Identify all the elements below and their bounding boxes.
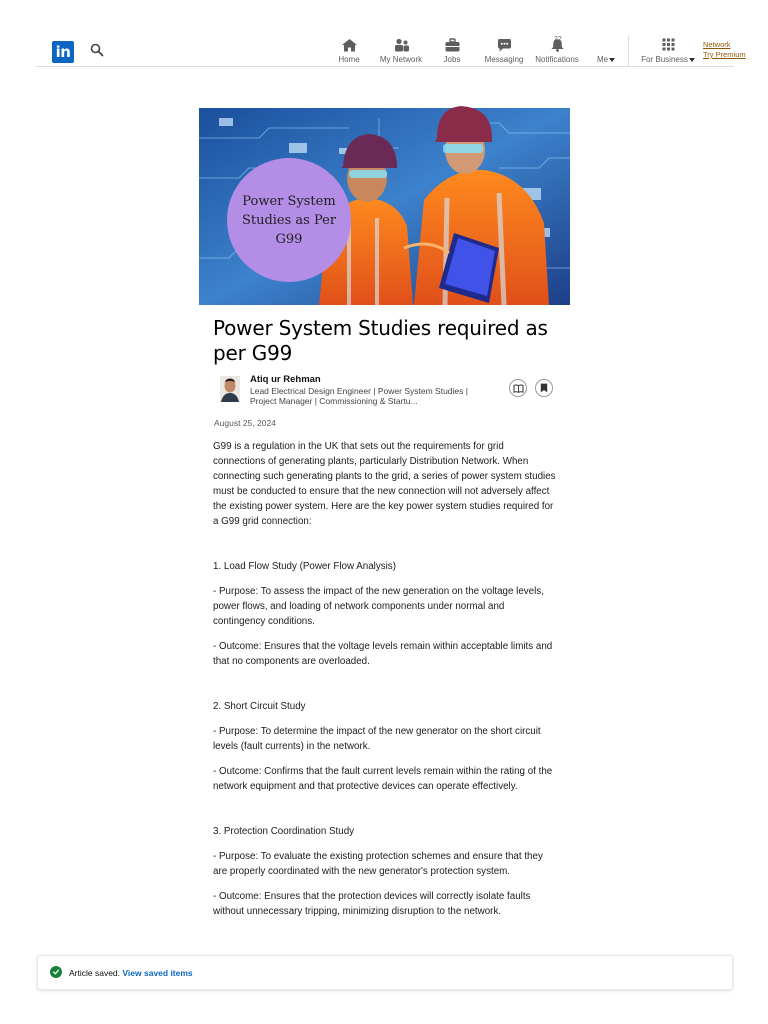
- section-gap: [213, 679, 557, 699]
- nav-home[interactable]: [334, 38, 364, 66]
- chat-icon: [496, 38, 513, 52]
- nav-messaging[interactable]: [482, 38, 526, 66]
- people-icon: [393, 38, 410, 52]
- search-icon[interactable]: [90, 43, 104, 57]
- premium-line-try[interactable]: Try Premium: [703, 50, 746, 59]
- book-icon: [513, 384, 524, 393]
- home-icon: [341, 38, 358, 52]
- toast-text: [69, 968, 193, 978]
- article-body: [213, 439, 557, 929]
- nav-notifications[interactable]: [532, 38, 582, 66]
- section-outcome: - Outcome: Confirms that the fault current levels remain within the rating of the network equipment and that protective devices can operate effectively.: [213, 766, 553, 792]
- author-headline: Lead Electrical Design Engineer | Power System Studies | Project Manager | Commissioning & Startu...: [250, 386, 468, 406]
- nav-jobs[interactable]: [438, 38, 466, 66]
- section-outcome: - Outcome: Ensures that the voltage levels remain within acceptable limits and that no components are overloaded.: [213, 641, 553, 667]
- nav-me[interactable]: [593, 38, 619, 66]
- author-name[interactable]: Atiq ur Rehman: [250, 374, 321, 385]
- nav-label-me: Me: [596, 55, 609, 64]
- nav-for-business[interactable]: [640, 38, 696, 66]
- cover-title-text: Power System Studies as Per G99: [241, 193, 337, 247]
- article-cover-image: [199, 108, 570, 305]
- nav-for-business-wrapper: [641, 55, 695, 64]
- me-avatar-placeholder: [598, 38, 615, 52]
- section-gap: [213, 539, 557, 559]
- linkedin-logo[interactable]: in: [52, 41, 74, 63]
- section-outcome: - Outcome: Ensures that the protection devices will correctly isolate faults without unnecessary tripping, minimizing disruption to the network.: [213, 891, 531, 917]
- author-block: [220, 374, 560, 410]
- nav-my-network[interactable]: [376, 38, 426, 66]
- intro-paragraph: G99 is a regulation in the UK that sets out the requirements for grid connections of generating plants, particularly Distribution Network. When connecting such generating plants to the grid, a series of power system studies must be conducted to ensure that the new connection will not adversely affect the existing power system. Here are the key power system studies required for a G99 grid connection:: [213, 441, 556, 527]
- section-heading: 3. Protection Coordination Study: [213, 826, 355, 837]
- save-article-button[interactable]: [535, 379, 553, 397]
- article-title: Power System Studies required as per G99: [213, 316, 548, 365]
- caret-down-icon: [609, 58, 615, 62]
- nav-label-messaging: Messaging: [484, 55, 524, 64]
- briefcase-icon: [444, 38, 461, 52]
- nav-label-for-business: For Business: [641, 55, 688, 64]
- section-heading: 2. Short Circuit Study: [213, 701, 306, 712]
- cover-title-circle: [227, 158, 351, 282]
- nav-label-my-network: My Network: [379, 55, 423, 64]
- premium-upsell[interactable]: [703, 40, 746, 60]
- avatar-photo: [220, 376, 240, 402]
- section-purpose: - Purpose: To determine the impact of the new generator on the short circuit levels (fault currents) in the network.: [213, 726, 541, 752]
- section-purpose: - Purpose: To evaluate the existing protection schemes and ensure that they are properly coordinated with the new generator's protection system.: [213, 851, 543, 877]
- author-avatar[interactable]: [220, 376, 240, 402]
- nav-me-wrapper: [597, 55, 615, 64]
- nav-divider: [628, 36, 629, 67]
- toast-message: Article saved.: [69, 968, 121, 978]
- grid-icon: [660, 38, 677, 52]
- reading-mode-button[interactable]: [509, 379, 527, 397]
- premium-line-network[interactable]: Network: [703, 40, 731, 49]
- section-heading: 1. Load Flow Study (Power Flow Analysis): [213, 561, 396, 572]
- section-purpose: - Purpose: To assess the impact of the new generation on the voltage levels, power flows, and loading of network components under normal and contingency conditions.: [213, 586, 544, 627]
- caret-down-icon: [689, 58, 695, 62]
- nav-label-notifications: Notifications: [535, 55, 579, 64]
- saved-toast: [37, 955, 733, 990]
- nav-label-jobs: Jobs: [443, 55, 461, 64]
- check-circle-icon: [50, 966, 62, 978]
- nav-label-home: Home: [338, 55, 360, 64]
- notifications-badge: 22: [554, 36, 562, 43]
- section-gap: [213, 804, 557, 824]
- view-saved-items-link[interactable]: View saved items: [122, 968, 193, 978]
- global-nav: [36, 36, 746, 67]
- publish-date: August 25, 2024: [214, 418, 276, 428]
- bookmark-filled-icon: [540, 383, 548, 393]
